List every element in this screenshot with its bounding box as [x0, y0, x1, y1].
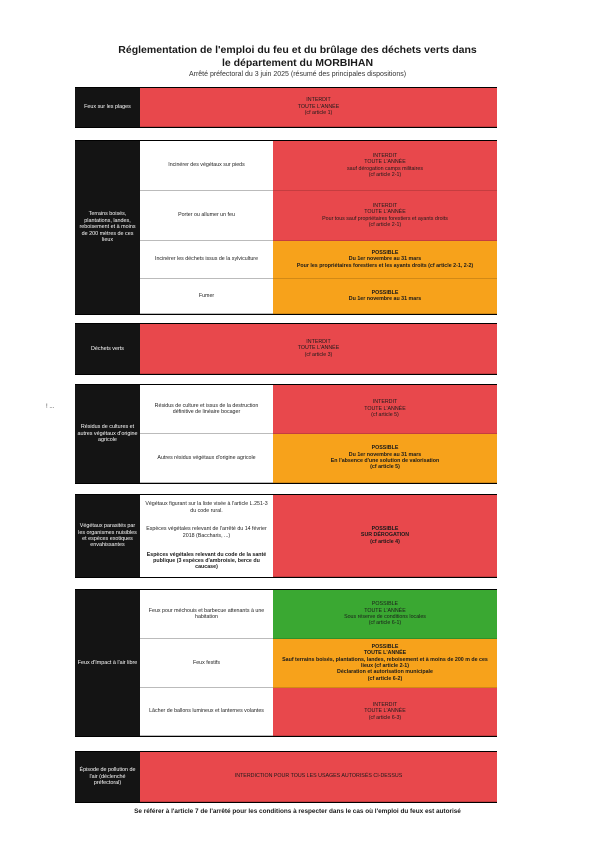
- section-air-pollution-episode: [75, 751, 497, 803]
- article-ref: (cf article 1): [304, 110, 333, 117]
- species-list-item: Espèces végétales relevant de l'arrêté du 14 février 2018 (Baccharis, ...): [146, 526, 267, 539]
- status-line: INTERDIT: [372, 701, 398, 708]
- document-subtitle: Arrêté préfectoral du 3 juin 2025 (résumé des principales dispositions): [188, 71, 407, 78]
- status-detail: sauf dérogation camps militaires: [347, 165, 423, 172]
- status-detail: Sous réserve de conditions locales: [344, 614, 426, 620]
- section-agricultural-residues: [75, 384, 497, 484]
- status-line: TOUTE L'ANNÉE: [364, 405, 406, 412]
- status-line: TOUTE L'ANNÉE: [297, 345, 340, 352]
- status-line: TOUTE L'ANNÉE: [297, 103, 340, 110]
- status-line: Du 1er novembre au 31 mars: [348, 256, 422, 263]
- status-line: TOUTE L'ANNÉE: [364, 159, 406, 166]
- status-detail: En l'absence d'une solution de valorisation: [330, 458, 440, 464]
- status-possible: [273, 434, 497, 483]
- category-label: Feux d'Impact à l'air libre: [75, 590, 140, 736]
- article-ref: (cf article 6-2): [367, 675, 403, 682]
- status-possible: [273, 639, 497, 688]
- status-line: INTERDIT: [306, 97, 331, 104]
- document-title-line2: le département du MORBIHAN: [221, 57, 374, 69]
- rule-description: Feux festifs: [140, 639, 273, 688]
- status-line: POSSIBLE: [371, 289, 399, 296]
- status-possible: [273, 279, 497, 314]
- status-line: TOUTE L'ANNÉE: [364, 607, 406, 614]
- category-label: Terrains boisés, plantations, landes, reboisement et à moins de 200 mètres de ces lieux: [75, 141, 140, 314]
- status-interdit: [273, 141, 497, 191]
- article-ref: (cf article 4): [370, 538, 400, 545]
- section-beach-fires: [75, 87, 497, 128]
- section-open-air-fires: [75, 589, 497, 737]
- status-line: INTERDIT: [372, 202, 398, 209]
- scan-artifact: ! ...: [46, 404, 55, 410]
- species-list-item: Végétaux figurant sur la liste visée à l'article L.251-3 du code rural.: [145, 501, 268, 514]
- rule-description: Lâcher de ballons lumineux et lanternes volantes: [140, 688, 273, 736]
- status-line: SUR DÉROGATION: [360, 532, 410, 539]
- article-ref: (cf article 6-1): [368, 620, 402, 627]
- status-line: POSSIBLE: [371, 445, 399, 452]
- status-line: POSSIBLE: [371, 525, 399, 532]
- rule-description: Feux pour méchouis et barbecue attenants à une habitation: [140, 590, 273, 639]
- section-green-waste: [75, 323, 497, 375]
- rule-row: [140, 279, 497, 314]
- status-interdit: [273, 688, 497, 736]
- rule-row: [140, 191, 497, 241]
- section-parasitized-plants: [75, 494, 497, 578]
- article-ref: (cf article 5): [370, 464, 400, 471]
- rule-row: [140, 639, 497, 688]
- rule-row: [140, 495, 497, 577]
- status-possible: [273, 590, 497, 639]
- rule-row: [140, 752, 497, 802]
- rule-description: Incinérer des végétaux sur pieds: [140, 141, 273, 191]
- status-possible: [273, 241, 497, 279]
- rule-description: Résidus de culture et issus de la destruction définitive de linéaire bocager: [140, 385, 273, 434]
- document-title-line1: Réglementation de l'emploi du feu et du brûlage des déchets verts dans: [118, 44, 477, 56]
- status-interdit: [273, 385, 497, 434]
- rule-row: [140, 385, 497, 434]
- status-line: Du 1er novembre au 31 mars: [348, 451, 422, 458]
- status-line: TOUTE L'ANNÉE: [364, 708, 406, 715]
- article-ref: (cf article 5): [371, 412, 399, 419]
- rule-row: [140, 434, 497, 483]
- rule-row: [140, 241, 497, 279]
- article-ref: (cf article 6-3): [368, 714, 402, 721]
- footer-note: Se référer à l'article 7 de l'arrêté pour les conditions à respecter dans le cas où l'emploi du feux est autorisé: [134, 808, 461, 815]
- status-detail: Déclaration et autorisation municipale: [337, 669, 433, 676]
- rule-row: [140, 324, 497, 374]
- status-possible-derogation: [273, 495, 497, 577]
- status-line: Du 1er novembre au 31 mars: [348, 296, 422, 302]
- category-label: Végétaux parasités par les organismes nuisibles et espèces exotiques envahissantes: [75, 495, 140, 577]
- status-detail: Pour les propriétaires forestiers et les ayants droits (cf article 2-1, 2-2): [296, 262, 474, 269]
- status-detail: Pour tous sauf propriétaires forestiers et ayants droits: [322, 215, 448, 222]
- article-ref: (cf article 2-1): [368, 221, 402, 228]
- status-line: INTERDIT: [306, 338, 331, 345]
- rule-description: Fumer: [140, 279, 273, 314]
- species-list-item: Espèces végétales relevant du code de la santé publique (3 espèces d'ambroisie, berce du caucase): [146, 551, 267, 571]
- status-line: POSSIBLE: [371, 643, 399, 650]
- status-interdit: [140, 88, 497, 127]
- status-line: POSSIBLE: [371, 601, 399, 608]
- category-label: Feux sur les plages: [75, 88, 140, 127]
- status-line: TOUTE L'ANNÉE: [363, 650, 407, 657]
- rule-description: [140, 495, 273, 577]
- status-line: TOUTE L'ANNÉE: [364, 209, 406, 216]
- category-label: Résidus de cultures et autres végétaux d'origine agricole: [75, 385, 140, 483]
- status-line: INTERDICTION POUR TOUS LES USAGES AUTORISÉS CI-DESSUS: [234, 773, 403, 780]
- rule-row: [140, 141, 497, 191]
- category-label: Déchets verts: [75, 324, 140, 374]
- status-interdit: [140, 324, 497, 374]
- section-wooded-land: [75, 140, 497, 315]
- status-line: POSSIBLE: [371, 249, 399, 256]
- category-label: Épisode de pollution de l'air (déclenché préfectoral): [75, 752, 140, 802]
- rule-description: Incinérer les déchets issus de la sylviculture: [140, 241, 273, 279]
- rule-row: [140, 688, 497, 736]
- status-interdiction: [140, 752, 497, 802]
- rule-description: Porter ou allumer un feu: [140, 191, 273, 241]
- rule-row: [140, 88, 497, 127]
- article-ref: (cf article 2-1): [368, 171, 402, 178]
- status-line: INTERDIT: [372, 152, 398, 159]
- rule-description: Autres résidus végétaux d'origine agricole: [140, 434, 273, 483]
- article-ref: (cf article 3): [304, 351, 333, 358]
- rule-row: [140, 590, 497, 639]
- status-line: INTERDIT: [372, 399, 398, 406]
- status-detail: Sauf terrains boisés, plantations, landes, reboisement et à moins de 200 m de ces lieux (cf article 2-1): [282, 656, 488, 669]
- status-interdit: [273, 191, 497, 241]
